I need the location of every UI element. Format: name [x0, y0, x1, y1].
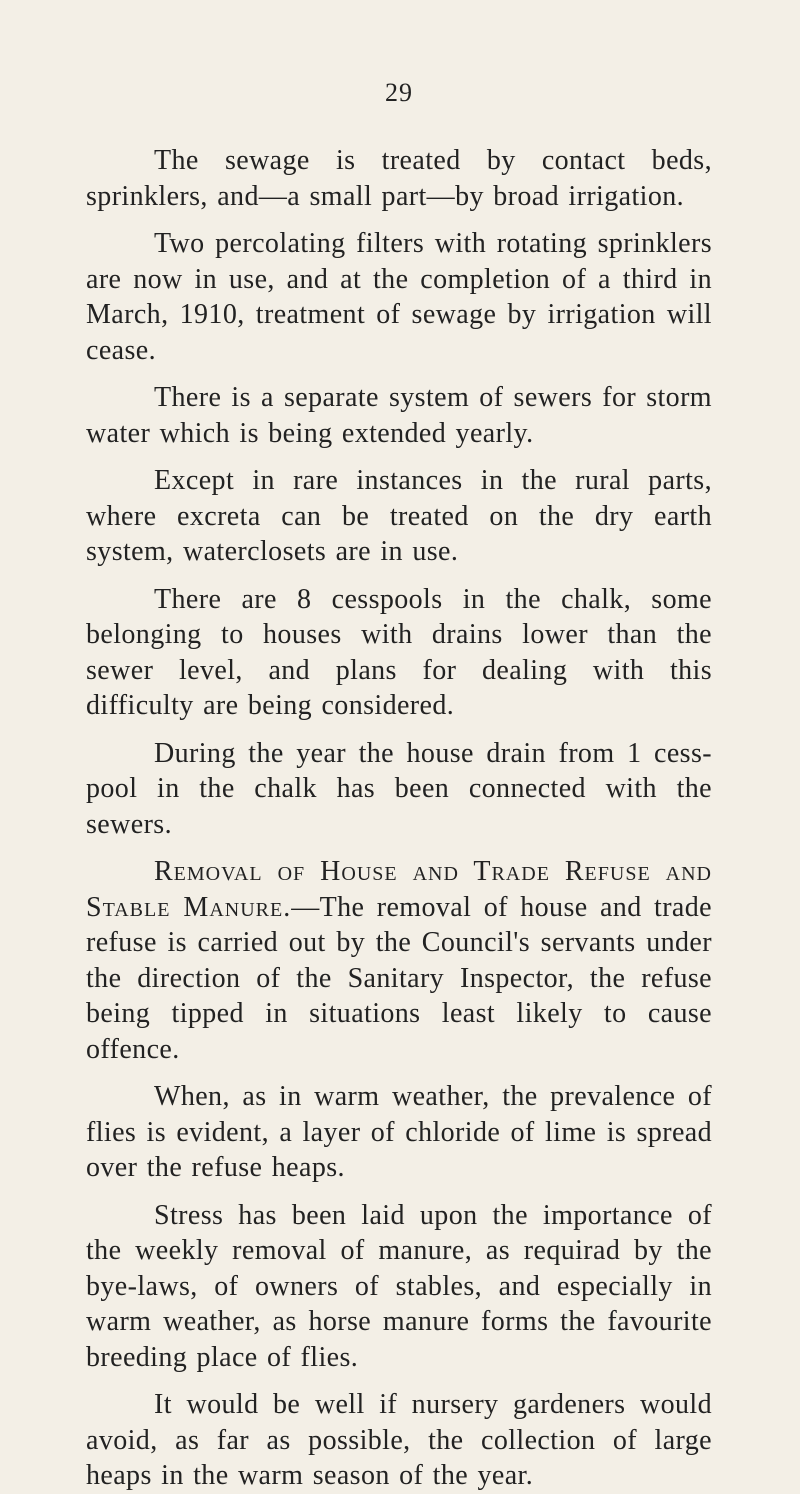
paragraph-refuse-removal [86, 854, 712, 1067]
paragraph-house-drain: During the year the house drain from 1 cess-pool in the chalk has been connected with the sewers. [86, 737, 712, 840]
page-number: 29 [385, 78, 413, 107]
paragraph-flies-chloride: When, as in warm weather, the prevalence of flies is evident, a layer of chloride of lime is spread over the refuse heaps. [86, 1081, 712, 1183]
paragraph-manure-removal: Stress has been laid upon the importance of the weekly removal of manure, as requirad by the bye-laws, of owners of stables, and especially in warm weather, as horse manure forms the favourite breeding place of flies. [86, 1199, 712, 1373]
paragraph-percolating-filters: Two percolating filters with rotating sprinklers are now in use, and at the completion of a third in March, 1910, treatment of sewage by irrigation will cease. [86, 228, 712, 366]
paragraph-sewage-treatment: The sewage is treated by contact beds, sprinklers, and—a small part—by broad irrigation. [86, 145, 712, 212]
paragraph-storm-sewers: There is a separate system of sewers for storm water which is being extended yearly. [86, 382, 712, 449]
section-heading-refuse-removal: Removal of House and Trade Refuse and Stable Manure. [86, 856, 712, 923]
refuse-removal-body: —The removal of house and trade refuse is carried out by the Council's servants under the direction of the Sanitary Inspector, the refuse being tipped in situations least likely to cause offence. [86, 891, 712, 1065]
paragraph-nursery-gardeners: It would be well if nursery gardeners would avoid, as far as possible, the collection of large heaps in the warm season of the year. [86, 1389, 712, 1491]
paragraph-waterclosets: Except in rare instances in the rural parts, where excreta can be treated on the dry earth system, waterclosets are in use. [86, 465, 712, 567]
paragraph-cesspools: There are 8 cesspools in the chalk, some belonging to houses with drains lower than the sewer level, and plans for dealing with this difficulty are being considered. [86, 583, 712, 721]
